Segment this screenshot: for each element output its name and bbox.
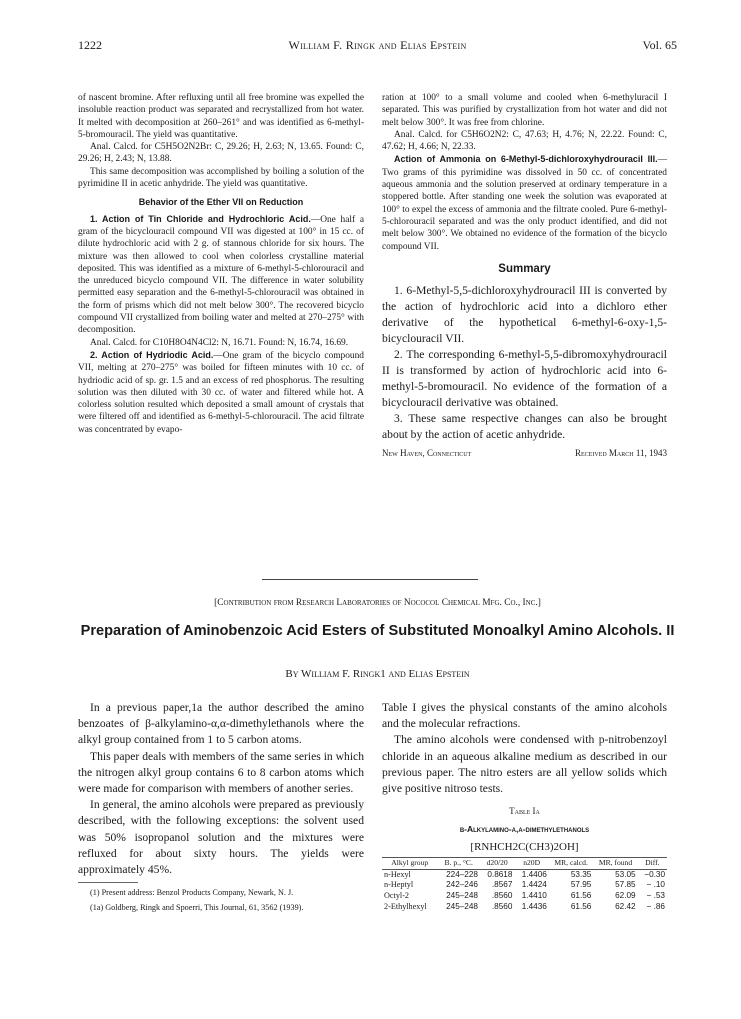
- paragraph: ration at 100° to a small volume and cooled when 6-methyluracil I separated. This was purified by crystallization from hot water and did not melt below 300°. It was free from chlorine.: [382, 93, 667, 128]
- table-subtitle: β-Alkylamino-α,α-dimethylethanols: [459, 824, 590, 835]
- running-title: William F. Ringk and Elias Epstein: [288, 38, 467, 52]
- paragraph: This paper deals with members of the same series in which the nitrogen alkyl group contains 6 to 8 carbon atoms which were made for comparison with members of another series.: [78, 749, 364, 796]
- received-date: Received March 11, 1943: [574, 448, 667, 459]
- right-column-bottom: [382, 700, 667, 912]
- footnote: (1) Present address: Benzol Products Company, Newark, N. J.: [90, 888, 294, 898]
- table-header: B. p., °C.: [437, 857, 480, 869]
- paragraph: In a previous paper,1a the author described the amino benzoates of β-alkylamino-α,α-dimethylethanols where the alkyl group contained from 1 to 5 carbon atoms.: [78, 701, 364, 747]
- table-row: n-Heptyl 242–246 .8567 1.4424 57.95 57.85 − .10: [384, 880, 665, 890]
- run-in-title: 2. Action of Hydriodic Acid.: [90, 349, 214, 360]
- paragraph: Table I gives the physical constants of the amino alcohols and the molecular refractions.: [382, 701, 667, 731]
- analysis-line: Anal. Calcd. for C5H5O2N2Br: C, 29.26; H, 2.63; N, 13.65. Found: C, 29.26; H, 2.43; N, 13.88.: [78, 142, 364, 165]
- run-in-title: 1. Action of Tin Chloride and Hydrochloric Acid.: [90, 213, 311, 224]
- article-divider: [262, 579, 478, 580]
- paragraph: 2. Action of Hydriodic Acid.—One gram of the bicyclo compound VII, melting at 270–275° was boiled for fifteen minutes with 10 cc. of hydriodic acid of sp. gr. 1.5 and an excess of red phosphorus. The resulting solution was then diluted with 30 cc. of water and filtered while hot. A colorless solution resulted which deposited a small amount of crystals that were filtered off and identified as 6-methyl-5-chlorouracil. The acid filtrate was concentrated by evapo-: [78, 349, 364, 435]
- table-caption: Table Ia: [509, 806, 540, 817]
- paragraph: In general, the amino alcohols were prepared as previously described, with the following exceptions: the solvent used was 50% isopropanol solution and the mixtures were refluxed for about sixty hours. The yields were approximately 45%.: [78, 798, 364, 877]
- paragraph: This same decomposition was accomplished by boiling a solution of the pyrimidine II in acetic anhydride. The yield was quantitative.: [78, 166, 364, 190]
- summary-item: 2. The corresponding 6-methyl-5,5-dibromoxyhydrouracil II is transformed by action of hydrochloric acid into 6-methyl-5-bromouracil. No evidence of the formation of a bicyclouracil derivative was obtained.: [382, 348, 667, 410]
- table-header: Diff.: [638, 857, 667, 869]
- paragraph: of nascent bromine. After refluxing until all free bromine was expelled the insoluble reaction product was separated and recrystallized from hot water. It melted with decomposition at 260–261° and was identified as 6-methyl-5-bromouracil. The yield was quantitative.: [78, 93, 364, 140]
- signature-line: [382, 447, 667, 459]
- analysis-line: Anal. Calcd. for C5H6O2N2: C, 47.63; H, 4.76; N, 22.22. Found: C, 47.62; H, 4.66; N, 22.33.: [382, 129, 667, 153]
- analysis-line: Anal. Calcd. for C10H8O4N4Cl2: N, 16.71. Found: N, 16.74, 16.69.: [90, 337, 349, 348]
- table-row: n-Hexyl 224–228 0.8618 1.4406 53.35 53.05 −0.30: [384, 869, 665, 879]
- table-header: MR, calcd.: [549, 857, 594, 869]
- signature-place: New Haven, Connecticut: [382, 448, 472, 459]
- paragraph: The amino alcohols were condensed with p-nitrobenzoyl chloride in an aqueous alkaline medium as described in our previous paper. The nitro esters are all yellow solids which give positive nitroso tests.: [382, 733, 667, 796]
- byline: By William F. Ringk1 and Elias Epstein: [285, 668, 470, 680]
- paragraph: Action of Ammonia on 6-Methyl-5-dichloroxyhydrouracil III.—Two grams of this pyrimidine was dissolved in 50 cc. of concentrated aqueous ammonia and the solution preserved at ordinary temperature in a stoppered bottle. After standing one week the solution was evaporated at 100° to expel the excess of ammonia and the filtrate cooled. Pure 6-methyl-5-chlorouracil separated and was the only product identified, and did not melt below 300°. We obtained no evidence of the formation of the bicyclo compound VII.: [382, 154, 667, 252]
- left-column-top: [78, 92, 364, 436]
- summary-item: 1. 6-Methyl-5,5-dichloroxyhydrouracil III is converted by the action of hydrochloric acid into a dichloro ether derivative of the hypothetical 6-methyl-6-oxy-1,5-bicyclouracil VII.: [382, 284, 667, 346]
- footnote-rule: [78, 882, 138, 883]
- table-formula: [RNHCH2C(CH3)2OH]: [470, 840, 579, 853]
- running-header: [78, 38, 677, 54]
- left-column-bottom: [78, 700, 364, 913]
- section-heading: Behavior of the Ether VII on Reduction: [138, 197, 304, 208]
- data-table: [382, 857, 667, 912]
- article-title: Preparation of Aminobenzoic Acid Esters of Substituted Monoalkyl Amino Alcohols. II: [80, 623, 675, 639]
- right-column-top: [382, 92, 667, 459]
- table-header: n20D: [514, 857, 548, 869]
- table-row: Octyl-2 245–248 .8560 1.4410 61.56 62.09 − .53: [384, 891, 665, 901]
- table-row: 2-Ethylhexyl 245–248 .8560 1.4436 61.56 62.42 − .86: [384, 901, 665, 911]
- table-header: d20/20: [480, 857, 514, 869]
- run-in-title: Action of Ammonia on 6-Methyl-5-dichloroxyhydrouracil III.: [394, 154, 658, 165]
- paragraph: 1. Action of Tin Chloride and Hydrochloric Acid.—One half a gram of the bicyclouracil compound VII was digested at 100° in 15 cc. of dilute hydrochloric acid with 2 g. of stannous chloride for six hours. The mixture was then allowed to cool when colorless crystalline material deposited. This was identified as a mixture of 6-methyl-5-chlorouracil and the unreduced bicyclo compound VII. The difference in water solubility permitted easy separation and the 6-methyl-5-chlorouracil was obtained in the form of prisms which did not melt below 300°. The recovered bicyclo compound VII crystallized from boiling water and melted at 270–275° with decomposition.: [78, 213, 364, 336]
- footnote: (1a) Goldberg, Ringk and Spoerri, This Journal, 61, 3562 (1939).: [90, 903, 304, 913]
- volume-label: Vol. 65: [642, 38, 677, 52]
- table-header: Alkyl group: [382, 857, 437, 869]
- summary-heading: Summary: [498, 262, 551, 275]
- summary-item: 3. These same respective changes can also be brought about by the action of acetic anhydride.: [382, 412, 667, 442]
- table-header: MR, found: [593, 857, 637, 869]
- contribution-line: [Contribution from Research Laboratories of Nococol Chemical Mfg. Co., Inc.]: [214, 598, 541, 608]
- page-number: 1222: [78, 38, 102, 52]
